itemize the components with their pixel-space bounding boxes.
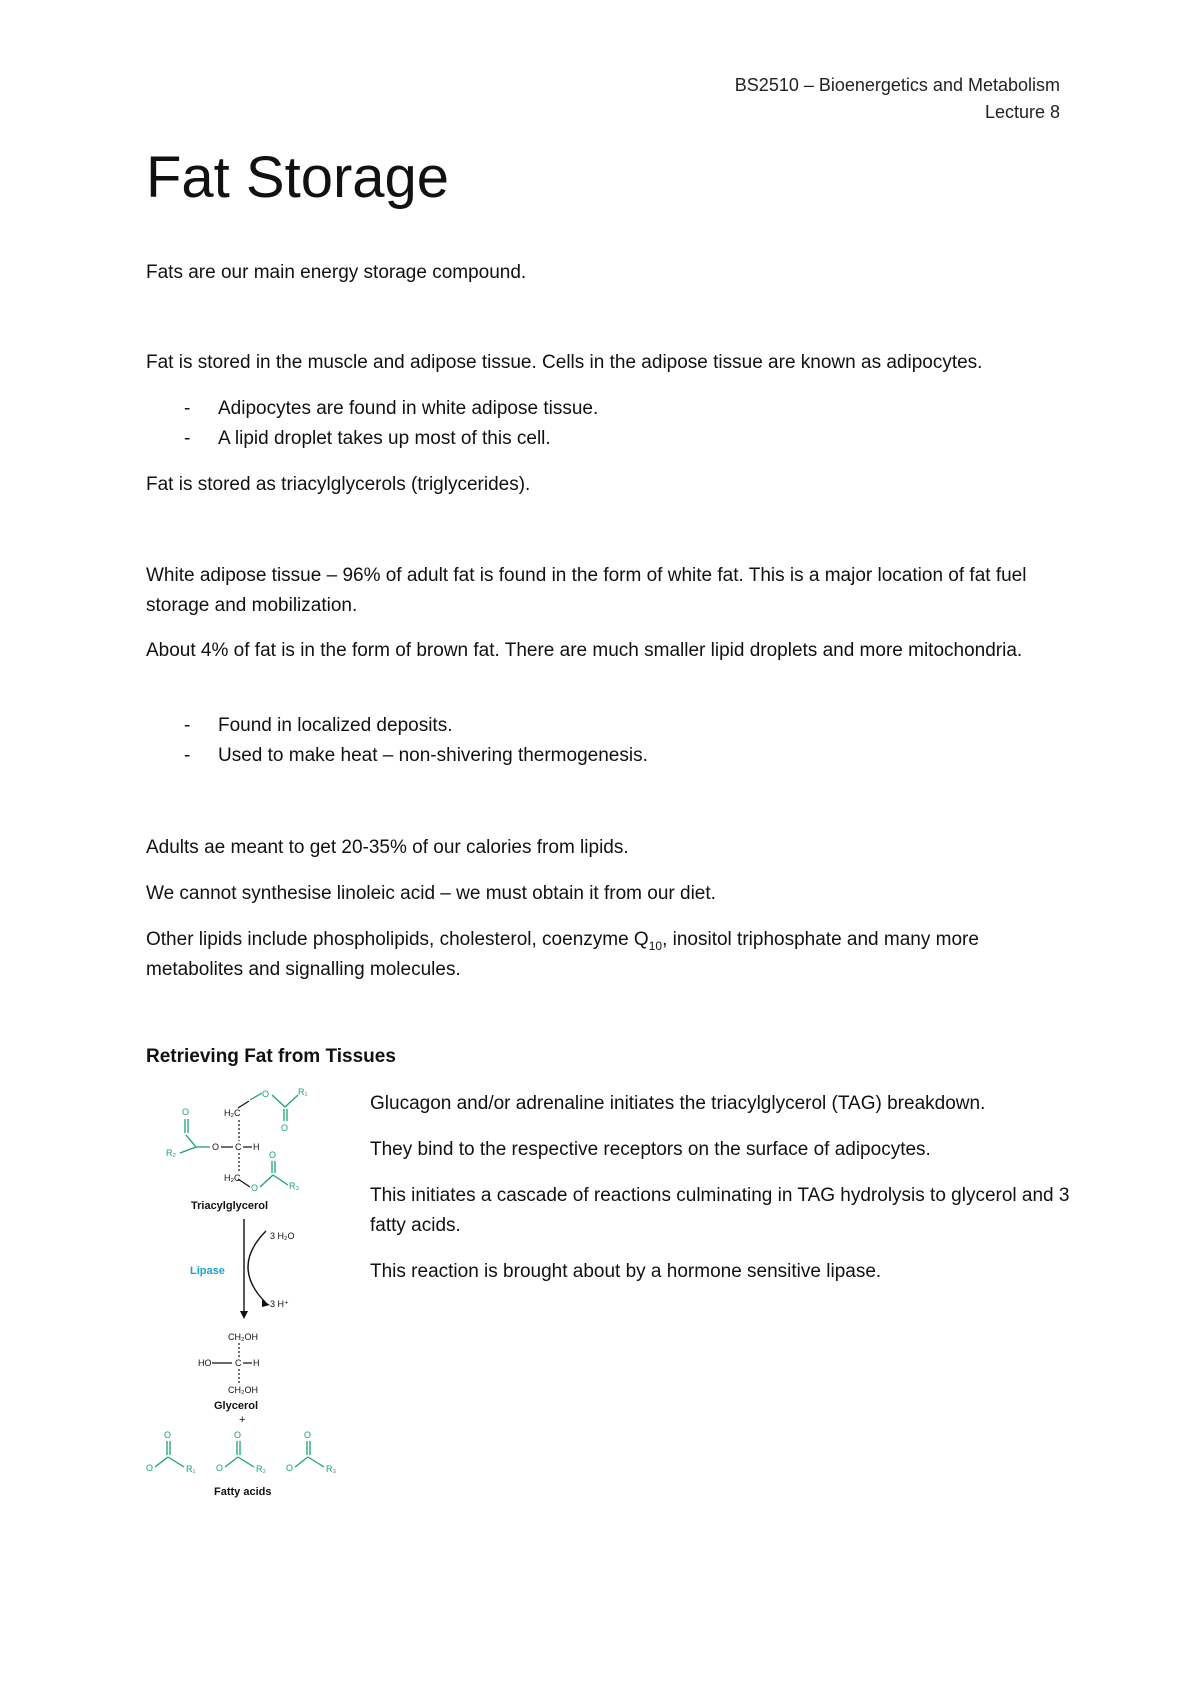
list-item: - Found in localized deposits. (146, 711, 1046, 741)
svg-text:O: O (212, 1142, 220, 1152)
fatty-acid-2 (216, 1430, 266, 1474)
page-header (360, 72, 1060, 126)
svg-text:O: O (234, 1430, 242, 1440)
svg-text:CH₂OH: CH₂OH (228, 1385, 258, 1395)
lipase-label: Lipase (190, 1265, 225, 1277)
svg-text:O: O (269, 1150, 277, 1160)
svg-text:C: C (235, 1358, 242, 1368)
bullet-dash: - (184, 715, 191, 736)
linoleic-paragraph: We cannot synthesise linoleic acid – we must obtain it from our diet. (146, 883, 716, 904)
list-item: - Adipocytes are found in white adipose tissue. (146, 394, 1046, 424)
ester-group-top (250, 1087, 308, 1133)
svg-text:H: H (253, 1142, 260, 1152)
white-fat-paragraph: White adipose tissue – 96% of adult fat is found in the form of white fat. This is a major location of fat fuel storage and mobilization. (146, 565, 1027, 616)
h2c-label: H₂C (224, 1108, 241, 1118)
brown-fat-bullet-list (146, 711, 1046, 771)
retrieval-paragraph-4: This reaction is brought about by a hormone sensitive lipase. (370, 1261, 882, 1282)
triacylglycerol-paragraph: Fat is stored as triacylglycerols (triglycerides). (146, 474, 531, 495)
other-lipids-paragraph: Other lipids include phospholipids, cholesterol, coenzyme $Q_{10}$, inositol triphosphate and many more metabolites and signalling molecules. (146, 929, 979, 980)
storage-paragraph: Fat is stored in the muscle and adipose tissue. Cells in the adipose tissue are known as adipocytes. (146, 352, 983, 373)
svg-text:O: O (146, 1463, 154, 1473)
retrieval-paragraph-1: Glucagon and/or adrenaline initiates the triacylglycerol (TAG) breakdown. (370, 1093, 986, 1114)
bullet-dash: - (184, 398, 191, 419)
svg-text:O: O (281, 1123, 289, 1133)
glycerol-label: Glycerol (214, 1400, 259, 1412)
brown-fat-paragraph: About 4% of fat is in the form of brown fat. There are much smaller lipid droplets and more mitochondria. (146, 640, 1023, 661)
svg-text:O: O (216, 1463, 224, 1473)
adipocyte-bullet-list (146, 394, 1046, 454)
lecture-number: Lecture 8 (984, 102, 1060, 122)
svg-text:R₂: R₂ (256, 1464, 266, 1474)
svg-text:R₁: R₁ (298, 1087, 308, 1097)
curved-arrow (248, 1231, 266, 1303)
ester-group-bottom (251, 1150, 299, 1193)
water-label: 3 H₂O (270, 1231, 295, 1241)
svg-text:O: O (251, 1183, 259, 1193)
ester-group-left (166, 1107, 219, 1158)
svg-text:H: H (253, 1358, 260, 1368)
list-item: - A lipid droplet takes up most of this cell. (146, 424, 1046, 454)
calories-paragraph: Adults ae meant to get 20-35% of our calories from lipids. (146, 837, 629, 858)
svg-text:O: O (182, 1107, 190, 1117)
svg-text:O: O (262, 1089, 270, 1099)
triacylglycerol-label: Triacylglycerol (191, 1200, 269, 1212)
fatty-acids-label: Fatty acids (214, 1486, 272, 1498)
section-heading: Retrieving Fat from Tissues (146, 1046, 396, 1067)
proton-label: 3 H⁺ (270, 1299, 289, 1309)
svg-text:O: O (164, 1430, 172, 1440)
course-title: BS2510 – Bioenergetics and Metabolism (734, 75, 1060, 95)
svg-text:HO: HO (198, 1358, 212, 1368)
svg-text:CH₂OH: CH₂OH (228, 1332, 258, 1342)
svg-text:R₃: R₃ (326, 1464, 337, 1474)
svg-text:O: O (286, 1463, 294, 1473)
h2c-label: H₂C (224, 1173, 241, 1183)
lipolysis-diagram (146, 1085, 366, 1505)
list-item: - Used to make heat – non-shivering thermogenesis. (146, 741, 1046, 771)
bullet-dash: - (184, 428, 191, 449)
fatty-acid-1 (146, 1430, 196, 1474)
page-title: Fat Storage (146, 145, 450, 210)
svg-text:R₁: R₁ (186, 1464, 196, 1474)
svg-text:O: O (304, 1430, 312, 1440)
fatty-acid-3 (286, 1430, 336, 1474)
retrieval-paragraph-2: They bind to the respective receptors on the surface of adipocytes. (370, 1139, 931, 1160)
retrieval-paragraph-3: This initiates a cascade of reactions culminating in TAG hydrolysis to glycerol and 3 fatty acids. (370, 1185, 1070, 1236)
svg-text:R₃: R₃ (289, 1181, 300, 1191)
svg-text:R₂: R₂ (166, 1148, 176, 1158)
intro-paragraph: Fats are our main energy storage compound. (146, 262, 527, 283)
bullet-dash: - (184, 745, 191, 766)
plus-sign: + (239, 1414, 246, 1426)
svg-text:C: C (235, 1142, 242, 1152)
